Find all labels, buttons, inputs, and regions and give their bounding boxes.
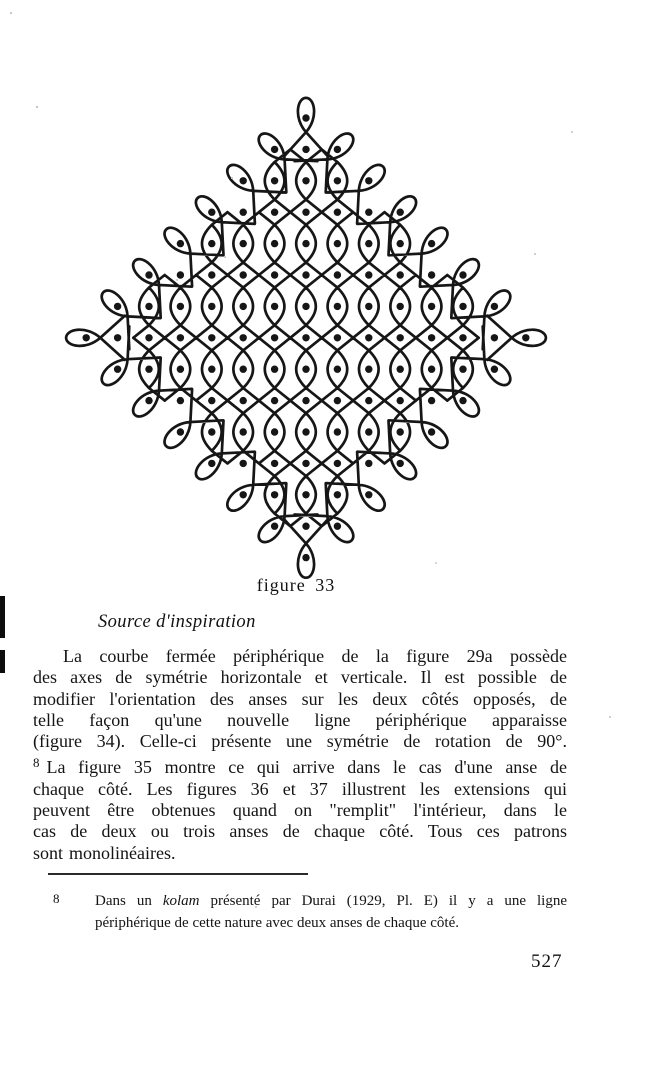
body-text-line	[33, 752, 567, 778]
scan-artifact-bar	[0, 650, 5, 673]
body-text-line: telle façon qu'une nouvelle ligne périphérique apparaisse	[33, 709, 567, 730]
body-text-line: cas de deux ou trois anses de chaque côté. Tous ces patrons	[33, 821, 567, 842]
scan-noise	[0, 0, 2, 2]
footnote-text-pre: Dans un	[95, 893, 163, 909]
scan-artifact-bar	[0, 596, 5, 638]
body-text-line: (figure 34). Celle-ci présente une symétrie de rotation de 90°.	[33, 731, 567, 752]
footnote-text	[95, 890, 567, 934]
body-text-line: modifier l'orientation des anses sur les deux côtés opposés, de	[33, 688, 567, 709]
footnote-line	[95, 890, 567, 912]
footnote-divider	[48, 873, 308, 875]
page-number: 527	[531, 951, 563, 972]
body-text-line: sont monolinéaires.	[33, 842, 176, 863]
footnote-italic-term: kolam	[162, 893, 200, 909]
body-text-line: chaque côté. Les figures 36 et 37 illustrent les extensions qui	[33, 778, 567, 799]
body-paragraph	[33, 646, 567, 864]
body-text: La figure 35 montre ce qui arrive dans le cas d'une anse de	[46, 757, 567, 778]
body-text-line: peuvent être obtenues quand on "remplit" l'intérieur, dans le	[33, 800, 567, 821]
footnote-text-post: présenté par Durai (1929, Pl. E) il y a une ligne	[199, 893, 568, 909]
body-text-line: La courbe fermée périphérique de la figure 29a possède	[63, 646, 567, 666]
footnote-marker: 8	[53, 891, 60, 906]
section-heading: Source d'inspiration	[98, 612, 256, 632]
figure-caption: figure 33	[256, 575, 336, 595]
footnote-reference: 8	[33, 755, 40, 771]
footnote-line: périphérique de cette nature avec deux anses de chaque côté.	[95, 915, 459, 931]
body-text-line: des axes de symétrie horizontale et verticale. Il est possible de	[33, 667, 567, 688]
